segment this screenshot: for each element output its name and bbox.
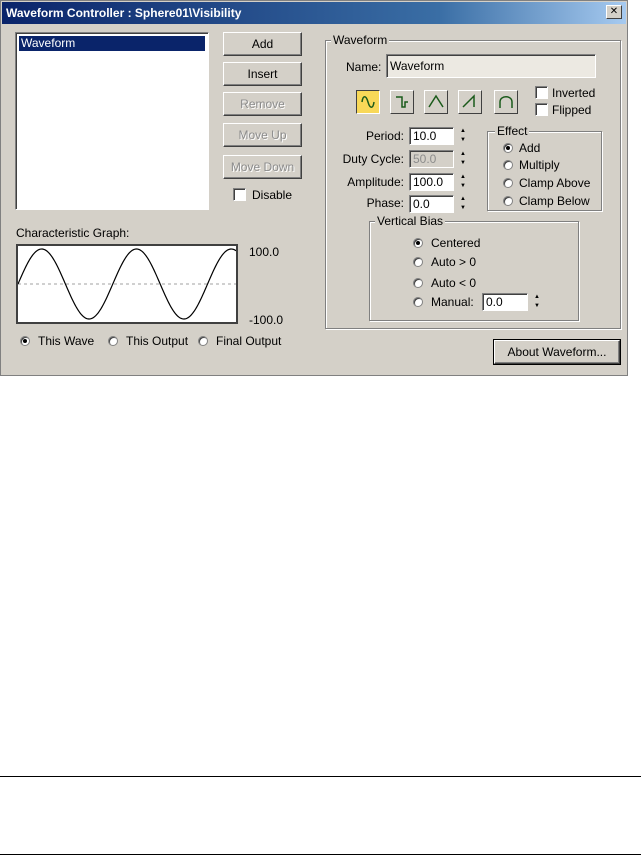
spinner-down-icon[interactable]: ▼ bbox=[534, 303, 540, 309]
bottom-divider-line bbox=[0, 854, 641, 855]
radio-effect-add[interactable] bbox=[503, 143, 513, 153]
sine-wave-button[interactable] bbox=[356, 90, 380, 114]
sawtooth-wave-icon bbox=[459, 91, 481, 113]
inverted-label: Inverted bbox=[552, 86, 596, 100]
period-spinner[interactable] bbox=[457, 127, 469, 145]
amplitude-field[interactable]: 100.0 bbox=[409, 173, 454, 191]
radio-bias-auto-negative-label: Auto < 0 bbox=[431, 276, 477, 290]
waveform-list[interactable] bbox=[15, 32, 209, 210]
duty-cycle-spinner[interactable] bbox=[457, 150, 469, 168]
top-divider-line bbox=[0, 776, 641, 777]
graph-canvas bbox=[18, 246, 236, 322]
amplitude-label: Amplitude: bbox=[347, 175, 404, 189]
spinner-up-icon[interactable]: ▲ bbox=[460, 151, 466, 157]
name-label: Name: bbox=[346, 60, 382, 74]
triangle-wave-button[interactable] bbox=[424, 90, 448, 114]
sine-wave-icon bbox=[357, 91, 379, 113]
vertical-bias-group-label: Vertical Bias bbox=[377, 214, 444, 228]
half-sine-wave-button[interactable] bbox=[494, 90, 518, 114]
phase-label: Phase: bbox=[366, 196, 404, 210]
square-wave-icon bbox=[391, 91, 413, 113]
radio-bias-centered-label: Centered bbox=[431, 236, 481, 250]
spinner-up-icon[interactable]: ▲ bbox=[460, 196, 466, 202]
spinner-up-icon[interactable]: ▲ bbox=[534, 294, 540, 300]
radio-this-wave-label: This Wave bbox=[38, 334, 95, 348]
phase-spinner[interactable] bbox=[457, 195, 469, 213]
spinner-down-icon[interactable]: ▼ bbox=[460, 183, 466, 189]
radio-effect-clamp-above-label: Clamp Above bbox=[519, 176, 591, 190]
phase-field[interactable]: 0.0 bbox=[409, 195, 454, 213]
radio-effect-clamp-below[interactable] bbox=[503, 196, 513, 206]
graph-min-label: -100.0 bbox=[249, 313, 284, 327]
radio-bias-manual-label: Manual: bbox=[431, 295, 474, 309]
sawtooth-wave-button[interactable] bbox=[458, 90, 482, 114]
radio-this-output[interactable] bbox=[108, 336, 118, 346]
radio-effect-clamp-below-label: Clamp Below bbox=[519, 194, 590, 208]
radio-this-output-label: This Output bbox=[126, 334, 189, 348]
triangle-wave-icon bbox=[425, 91, 447, 113]
radio-effect-clamp-above[interactable] bbox=[503, 178, 513, 188]
manual-bias-spinner[interactable] bbox=[531, 293, 543, 311]
disable-label: Disable bbox=[252, 188, 293, 202]
period-field[interactable]: 10.0 bbox=[409, 127, 454, 145]
radio-this-wave[interactable] bbox=[20, 336, 30, 346]
spinner-down-icon[interactable]: ▼ bbox=[460, 160, 466, 166]
title-bar: Waveform Controller : Sphere01\Visibility bbox=[2, 2, 626, 24]
waveform-group-label: Waveform bbox=[333, 33, 388, 47]
graph-max-label: 100.0 bbox=[249, 245, 280, 259]
radio-bias-auto-negative[interactable] bbox=[413, 278, 423, 288]
half-sine-wave-icon bbox=[495, 91, 517, 113]
list-item[interactable] bbox=[19, 36, 205, 51]
radio-bias-auto-positive-label: Auto > 0 bbox=[431, 255, 477, 269]
square-wave-button[interactable] bbox=[390, 90, 414, 114]
inverted-checkbox[interactable] bbox=[535, 86, 548, 99]
duty-cycle-field[interactable]: 50.0 bbox=[409, 150, 454, 168]
radio-effect-add-label: Add bbox=[519, 141, 541, 155]
radio-bias-auto-positive[interactable] bbox=[413, 257, 423, 267]
remove-button[interactable]: Remove bbox=[223, 92, 302, 116]
spinner-down-icon[interactable]: ▼ bbox=[460, 137, 466, 143]
spinner-up-icon[interactable]: ▲ bbox=[460, 128, 466, 134]
list-item-label: Waveform bbox=[21, 36, 76, 50]
period-label: Period: bbox=[365, 129, 404, 143]
waveform-controller-dialog bbox=[0, 0, 628, 376]
amplitude-spinner[interactable] bbox=[457, 173, 469, 191]
radio-bias-centered[interactable] bbox=[413, 238, 423, 248]
add-button[interactable]: Add bbox=[223, 32, 302, 56]
about-waveform-button[interactable]: About Waveform... bbox=[494, 340, 620, 364]
name-field[interactable]: Waveform bbox=[386, 54, 596, 78]
move-down-button[interactable]: Move Down bbox=[223, 155, 302, 179]
spinner-down-icon[interactable]: ▼ bbox=[460, 205, 466, 211]
flipped-label: Flipped bbox=[552, 103, 592, 117]
radio-bias-manual[interactable] bbox=[413, 297, 423, 307]
radio-effect-multiply-label: Multiply bbox=[519, 158, 560, 172]
graph-label: Characteristic Graph: bbox=[16, 226, 130, 240]
spinner-up-icon[interactable]: ▲ bbox=[460, 174, 466, 180]
disable-checkbox[interactable] bbox=[233, 188, 246, 201]
move-up-button[interactable]: Move Up bbox=[223, 123, 302, 147]
insert-button[interactable]: Insert bbox=[223, 62, 302, 86]
radio-final-output-label: Final Output bbox=[216, 334, 282, 348]
radio-final-output[interactable] bbox=[198, 336, 208, 346]
characteristic-graph bbox=[16, 244, 238, 324]
effect-group-label: Effect bbox=[497, 124, 528, 138]
duty-cycle-label: Duty Cycle: bbox=[342, 152, 404, 166]
flipped-checkbox[interactable] bbox=[535, 103, 548, 116]
close-button[interactable]: ✕ bbox=[606, 5, 622, 19]
manual-bias-field[interactable]: 0.0 bbox=[482, 293, 528, 311]
radio-effect-multiply[interactable] bbox=[503, 160, 513, 170]
